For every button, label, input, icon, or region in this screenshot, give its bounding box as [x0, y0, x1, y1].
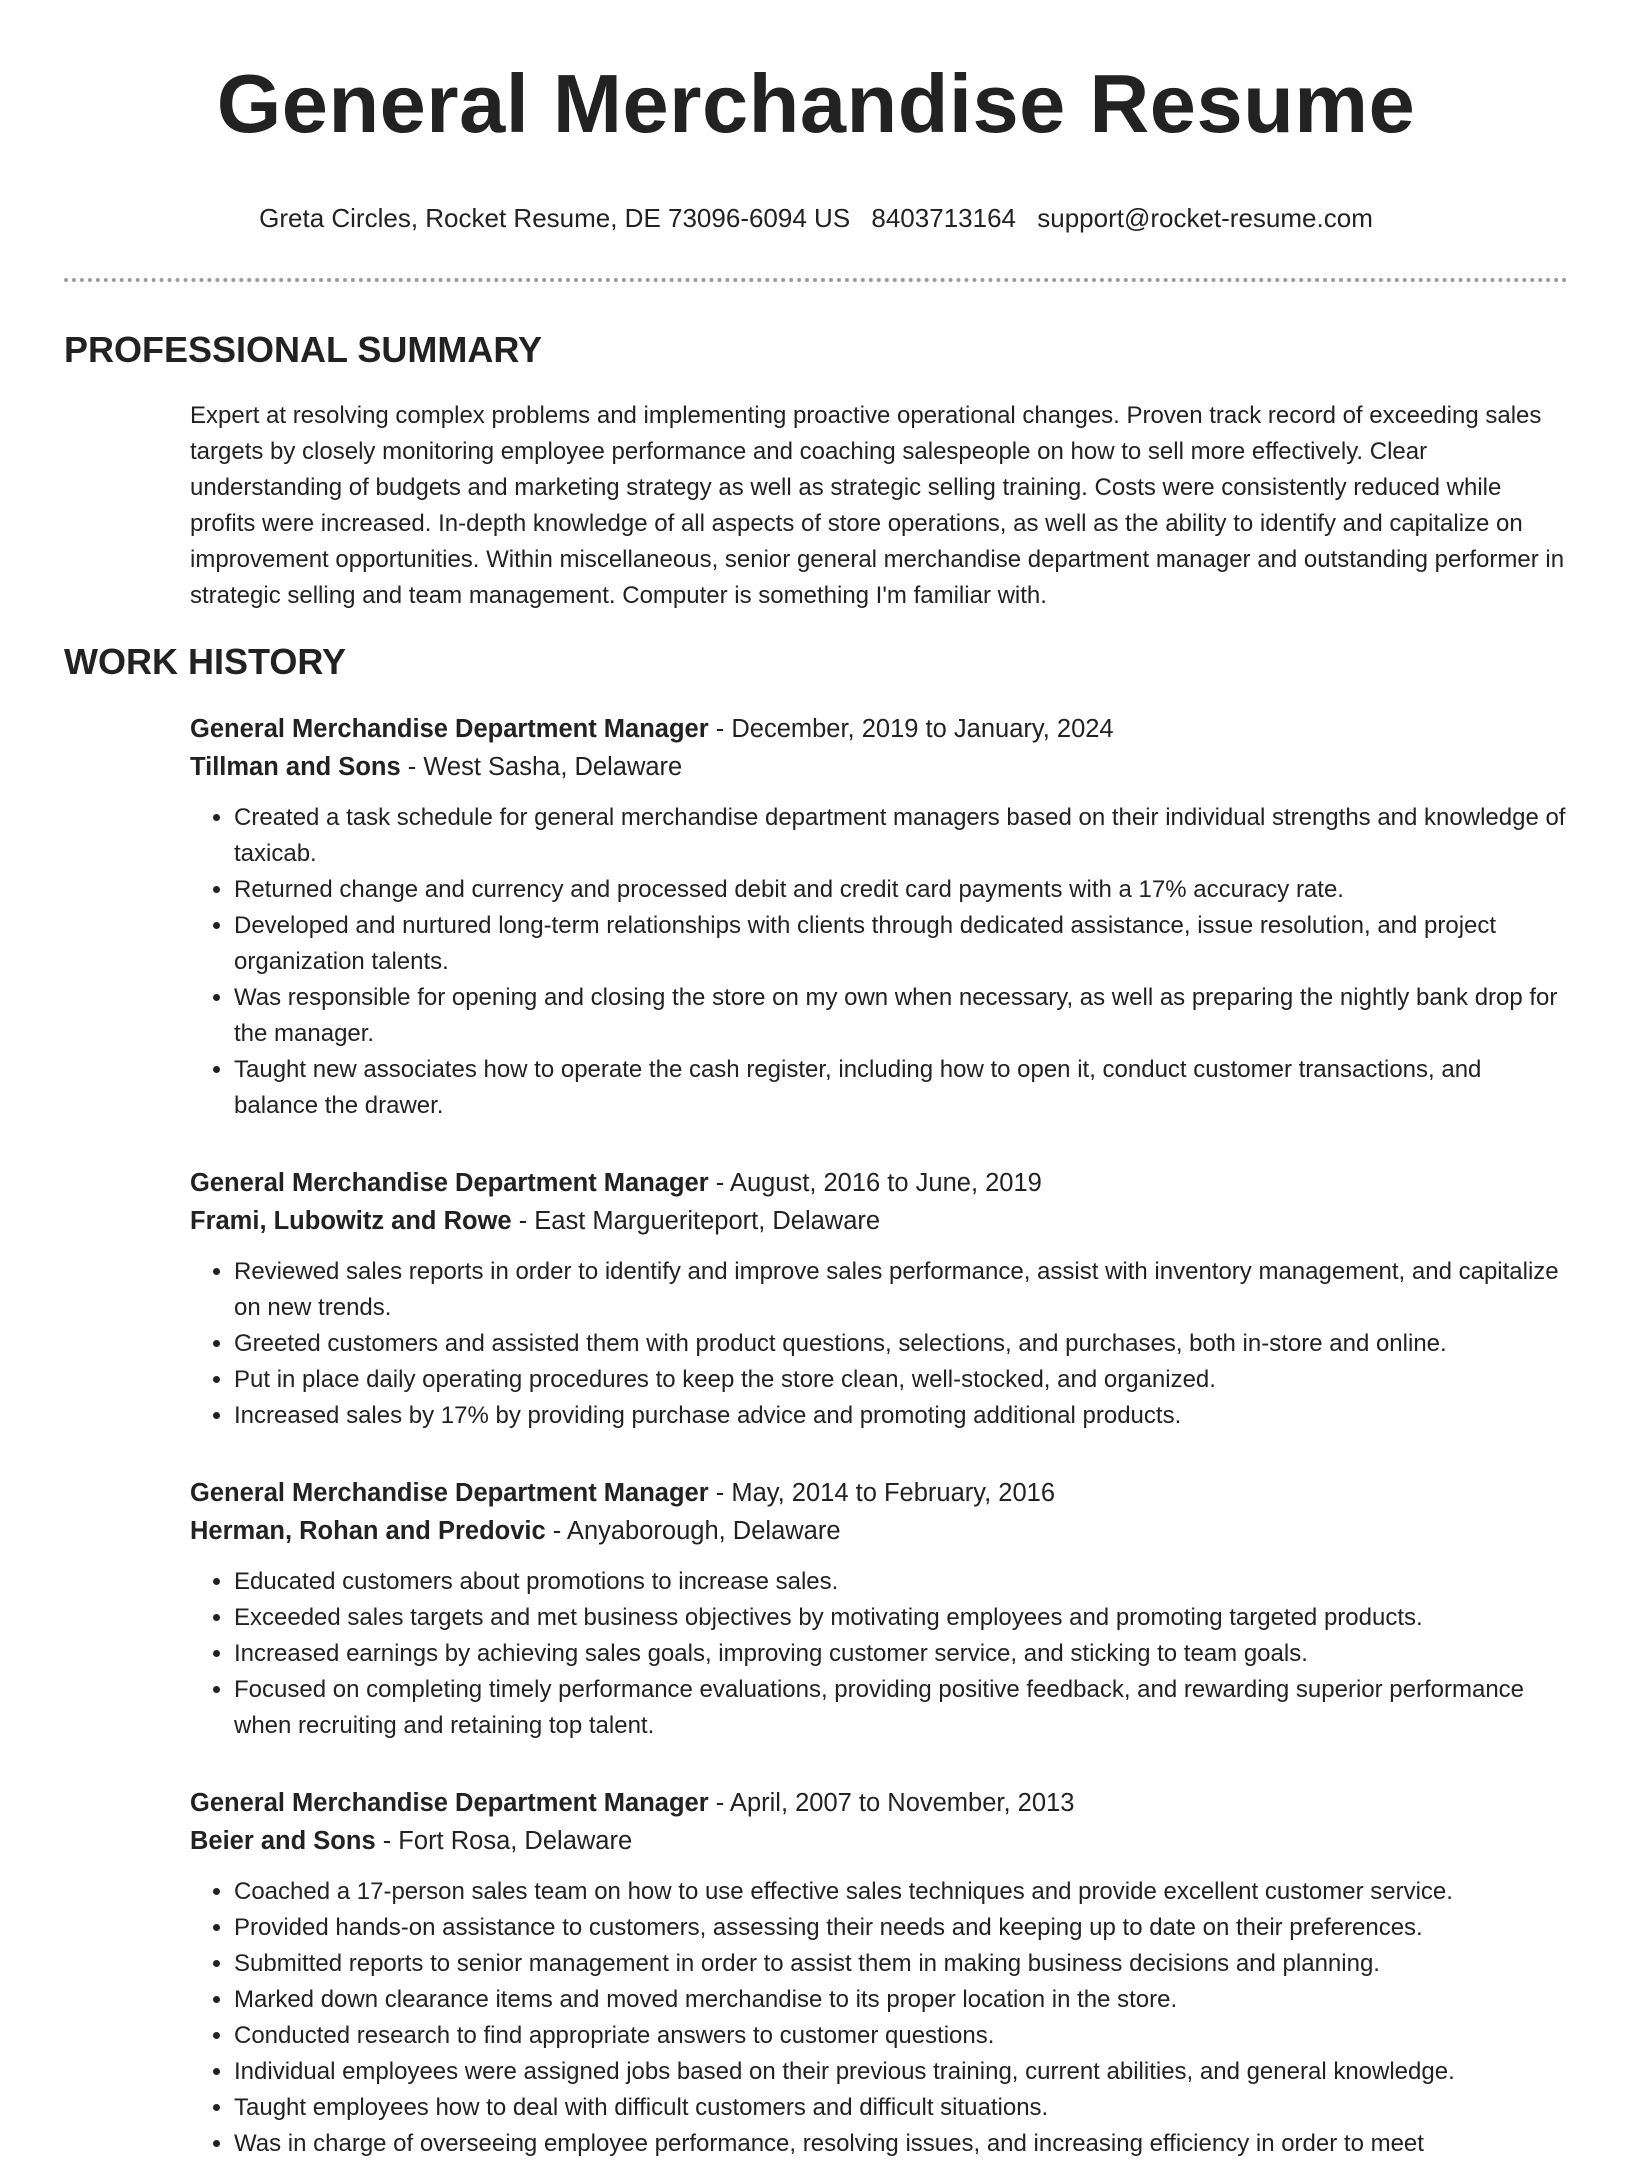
job-bullet: • Developed and nurtured long-term relationships with clients through dedicated assistance, issue resolution, and project organization talents.: [234, 908, 1568, 980]
job-bullet: • Conducted research to find appropriate answers to customer questions.: [234, 2018, 1568, 2054]
job-bullet: • Reviewed sales reports in order to identify and improve sales performance, assist with inventory management, and capitalize on new trends.: [234, 1254, 1568, 1326]
job-bullet: • Educated customers about promotions to increase sales.: [234, 1564, 1568, 1600]
resume-page: [64, 0, 1568, 2162]
job-entry: [190, 1164, 1568, 1434]
job-company-line: [190, 1512, 1568, 1550]
job-bullet: • Coached a 17-person sales team on how to use effective sales techniques and provide excellent customer service.: [234, 1874, 1568, 1910]
job-bullet: • Increased earnings by achieving sales goals, improving customer service, and sticking to team goals.: [234, 1636, 1568, 1672]
job-entry: [190, 1784, 1568, 2162]
job-bullet: • Taught employees how to deal with difficult customers and difficult situations.: [234, 2090, 1568, 2126]
job-location: - Fort Rosa, Delaware: [382, 1827, 633, 1855]
job-title: General Merchandise Department Manager: [190, 1789, 709, 1817]
job-bullet: • Was in charge of overseeing employee performance, resolving issues, and increasing efficiency in order to meet: [234, 2126, 1568, 2162]
header-divider: [64, 278, 1568, 282]
job-location: - East Margueriteport, Delaware: [518, 1207, 881, 1235]
job-bullet: • Put in place daily operating procedures to keep the store clean, well-stocked, and organized.: [234, 1362, 1568, 1398]
summary-heading: PROFESSIONAL SUMMARY: [64, 329, 543, 370]
job-title-line: [190, 710, 1568, 748]
job-bullet: • Was responsible for opening and closing the store on my own when necessary, as well as preparing the nightly bank drop for the manager.: [234, 980, 1568, 1052]
job-bullet: • Taught new associates how to operate the cash register, including how to open it, conduct customer transactions, and balance the drawer.: [234, 1052, 1568, 1124]
job-company: Frami, Lubowitz and Rowe: [190, 1207, 512, 1235]
job-bullet: • Greeted customers and assisted them with product questions, selections, and purchases, both in-store and online.: [234, 1326, 1568, 1362]
job-title-line: [190, 1164, 1568, 1202]
contact-address: Greta Circles, Rocket Resume, DE 73096-6094 US: [259, 203, 851, 233]
summary-text: Expert at resolving complex problems and implementing proactive operational changes. Proven track record of exceeding sales targets by closely monitoring employee performance and coaching salespeople on how to sell more effectively. Clear understanding of budgets and marketing strategy as well as strategic selling training. Costs were consistently reduced while profits were increased. In-depth knowledge of all aspects of store operations, as well as the ability to identify and capitalize on improvement opportunities. Within miscellaneous, senior general merchandise department manager and outstanding performer in strategic selling and team management. Computer is something I'm familiar with.: [190, 402, 1565, 609]
job-bullets: [190, 1874, 1568, 2162]
job-bullet: • Focused on completing timely performance evaluations, providing positive feedback, and rewarding superior performance when recruiting and retaining top talent.: [234, 1672, 1568, 1744]
work-history-heading: WORK HISTORY: [64, 641, 347, 682]
job-title: General Merchandise Department Manager: [190, 715, 709, 743]
job-title-line: [190, 1474, 1568, 1512]
job-bullet: • Individual employees were assigned jobs based on their previous training, current abilities, and general knowledge.: [234, 2054, 1568, 2090]
job-bullet: • Provided hands-on assistance to customers, assessing their needs and keeping up to date on their preferences.: [234, 1910, 1568, 1946]
job-bullets: [190, 1254, 1568, 1434]
job-dates: - May, 2014 to February, 2016: [715, 1479, 1055, 1507]
job-bullets: [190, 800, 1568, 1124]
job-company-line: [190, 748, 1568, 786]
job-dates: - August, 2016 to June, 2019: [715, 1169, 1042, 1197]
job-location: - Anyaborough, Delaware: [552, 1517, 841, 1545]
job-title: General Merchandise Department Manager: [190, 1169, 709, 1197]
work-history-list: [190, 710, 1568, 2162]
job-entry: [190, 1474, 1568, 1744]
job-bullet: • Submitted reports to senior management in order to assist them in making business decisions and planning.: [234, 1946, 1568, 1982]
job-bullet: • Returned change and currency and processed debit and credit card payments with a 17% accuracy rate.: [234, 872, 1568, 908]
job-entry: [190, 710, 1568, 1124]
job-bullet: • Created a task schedule for general merchandise department managers based on their individual strengths and knowledge of taxicab.: [234, 800, 1568, 872]
job-company-line: [190, 1822, 1568, 1860]
job-dates: - December, 2019 to January, 2024: [715, 715, 1114, 743]
job-title-line: [190, 1784, 1568, 1822]
resume-title: General Merchandise Resume: [216, 57, 1416, 150]
job-company: Tillman and Sons: [190, 753, 401, 781]
job-company: Herman, Rohan and Predovic: [190, 1517, 546, 1545]
job-company: Beier and Sons: [190, 1827, 376, 1855]
job-location: - West Sasha, Delaware: [407, 753, 683, 781]
contact-email: support@rocket-resume.com: [1037, 203, 1373, 233]
job-company-line: [190, 1202, 1568, 1240]
job-title: General Merchandise Department Manager: [190, 1479, 709, 1507]
contact-phone: 8403713164: [871, 203, 1016, 233]
job-bullets: [190, 1564, 1568, 1744]
job-bullet: • Exceeded sales targets and met business objectives by motivating employees and promoting targeted products.: [234, 1600, 1568, 1636]
contact-line: [64, 202, 1568, 234]
job-bullet: • Marked down clearance items and moved merchandise to its proper location in the store.: [234, 1982, 1568, 2018]
job-bullet: • Increased sales by 17% by providing purchase advice and promoting additional products.: [234, 1398, 1568, 1434]
job-dates: - April, 2007 to November, 2013: [715, 1789, 1075, 1817]
